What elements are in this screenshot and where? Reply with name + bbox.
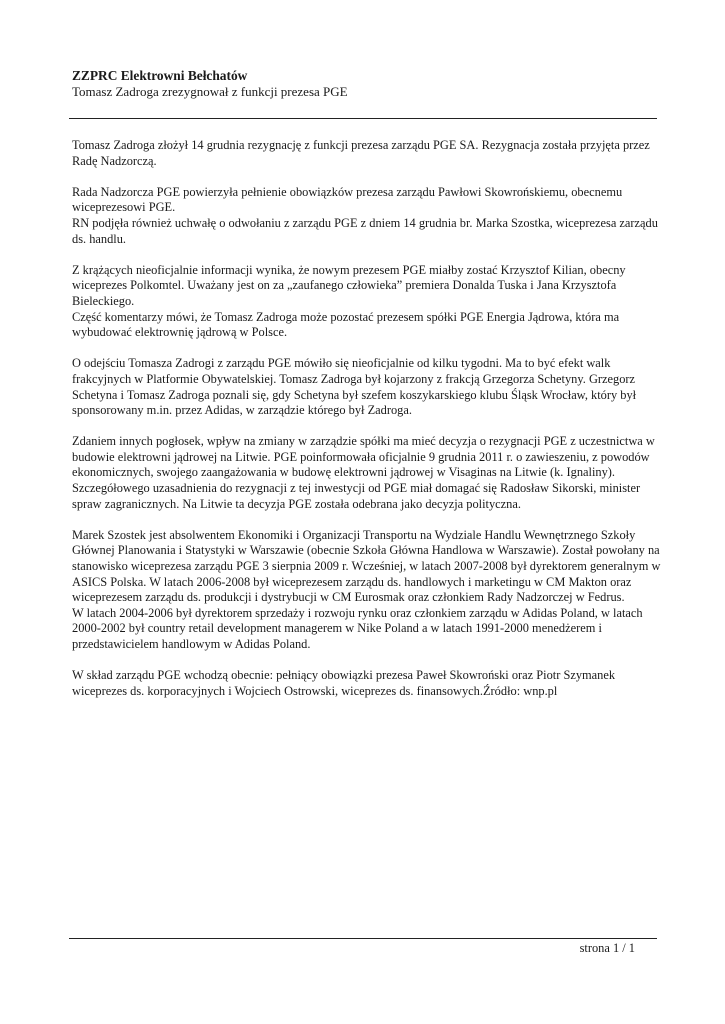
paragraph-line: wiceprezesem zarządu ds. produkcji i dystrybucji w CM Eurosmak oraz członkiem Rady Nadzorczej w Fedrus. xyxy=(72,590,625,605)
paragraph-line: stanowisko wiceprezesa zarządu PGE 3 sierpnia 2009 r. Wcześniej, w latach 2007-2008 był dyrektorem generalnym w xyxy=(72,559,661,574)
paragraph-line: Bieleckiego. xyxy=(72,293,135,308)
article-paragraph xyxy=(72,138,656,169)
article-paragraph xyxy=(72,434,656,512)
paragraph-line: przedstawicielem handlowym w Adidas Poland. xyxy=(72,637,311,651)
paragraph-line: Część komentarzy mówi, że Tomasz Zadroga może pozostać prezesem spółki PGE Energia Jądrowa, która ma xyxy=(72,309,620,324)
footer-divider xyxy=(69,938,657,939)
paragraph-line: Schetyna i Tomasz Zadroga poznali się, gdy Schetyna był szefem koszykarskiego klubu Śląsk Wrocław, który był xyxy=(72,387,637,402)
article-paragraph xyxy=(72,527,661,653)
paragraph-line: ekonomicznych, swojego zaangażowania w budowę elektrowni jądrowej w Visaginas na Litwie (k. Ignaliny). xyxy=(72,465,616,480)
paragraph-line: wybudować elektrownię jądrową w Polsce. xyxy=(72,325,288,340)
paragraph-line: Rada Nadzorcza PGE powierzyła pełnienie obowiązków prezesa zarządu Pawłowi Skowrońskiemu, obecnemu xyxy=(72,184,623,199)
paragraph-line: 2000-2002 był country retail development managerem w Nike Poland a w latach 1991-2000 menedżerem i xyxy=(72,621,602,636)
paragraph-line: RN podjęła również uchwałę o odwołaniu z zarządu PGE z dniem 14 grudnia br. Marka Szostka, wiceprezesa zarządu xyxy=(72,215,658,230)
paragraph-line: Szczegółowego uzasadnienia do rezygnacji z tej inwestycji od PGE miał domagać się Radosław Sikorski, minister xyxy=(72,481,641,496)
article-body xyxy=(72,138,661,715)
paragraph-line: budowie elektrowni jądrowej na Litwie. PGE poinformowała oficjalnie 9 grudnia 2011 r. o zawieszeniu, z powodów xyxy=(72,449,650,464)
document-title: ZZPRC Elektrowni Bełchatów xyxy=(72,68,248,83)
paragraph-line: W latach 2004-2006 był dyrektorem sprzedaży i rozwoju rynku oraz członkiem zarządu w Adidas Poland, w latach xyxy=(72,605,643,620)
article-paragraph xyxy=(72,263,656,341)
paragraph-line: Radę Nadzorczą. xyxy=(72,153,157,168)
paragraph-line: frakcyjnych w Platformie Obywatelskiej. Tomasz Zadroga był kojarzony z frakcją Grzegorza Schetyny. Grzegorz xyxy=(72,371,636,386)
paragraph-line: Głównej Planowania i Statystyki w Warszawie (obecnie Szkoła Główna Handlowa w Warszawie). Został powołany na xyxy=(72,543,660,558)
header-divider xyxy=(69,118,657,119)
paragraph-line: W skład zarządu PGE wchodzą obecnie: pełniący obowiązki prezesa Paweł Skowroński oraz Piotr Szymanek xyxy=(72,668,616,683)
paragraph-line: sponsorowany m.in. przez Adidas, w zarządzie którego był Zadroga. xyxy=(72,403,412,418)
document-header xyxy=(72,68,656,100)
document-subtitle: Tomasz Zadroga zrezygnował z funkcji prezesa PGE xyxy=(72,84,348,99)
paragraph-line: wiceprezes Polkomtel. Uważany jest on za „zaufanego człowieka” premiera Donalda Tuska i Jana Krzysztofa xyxy=(72,278,617,293)
paragraph-line: Z krążących nieoficjalnie informacji wynika, że nowym prezesem PGE miałby zostać Krzysztof Kilian, obecny xyxy=(72,262,626,277)
paragraph-line: wiceprezesowi PGE. xyxy=(72,200,176,215)
article-paragraph xyxy=(72,356,656,418)
paragraph-line: Zdaniem innych pogłosek, wpływ na zmiany w zarządzie spółki ma mieć decyzja o rezygnacji PGE z uczestnictwa w xyxy=(72,434,655,449)
paragraph-line: Tomasz Zadroga złożył 14 grudnia rezygnację z funkcji prezesa zarządu PGE SA. Rezygnacja została przyjęta przez xyxy=(72,138,650,152)
paragraph-line: O odejściu Tomasza Zadrogi z zarządu PGE mówiło się nieoficjalnie od kilku tygodni. Ma to być efekt walk xyxy=(72,356,611,371)
paragraph-line: wiceprezes ds. korporacyjnych i Wojciech Ostrowski, wiceprezes ds. finansowych.Źródło: wnp.pl xyxy=(72,683,558,698)
paragraph-line: ASICS Polska. W latach 2006-2008 był wiceprezesem zarządu ds. handlowych i marketingu w CM Makton oraz xyxy=(72,574,632,589)
page-number: strona 1 / 1 xyxy=(579,941,635,955)
article-paragraph xyxy=(72,185,656,247)
paragraph-line: ds. handlu. xyxy=(72,231,127,246)
paragraph-line: spraw zagranicznych. Na Litwie ta decyzja PGE została odebrana jako decyzja polityczna. xyxy=(72,496,521,511)
article-paragraph xyxy=(72,668,656,699)
paragraph-line: Marek Szostek jest absolwentem Ekonomiki i Organizacji Transportu na Wydziale Handlu Wewnętrznego Szkoły xyxy=(72,527,636,542)
